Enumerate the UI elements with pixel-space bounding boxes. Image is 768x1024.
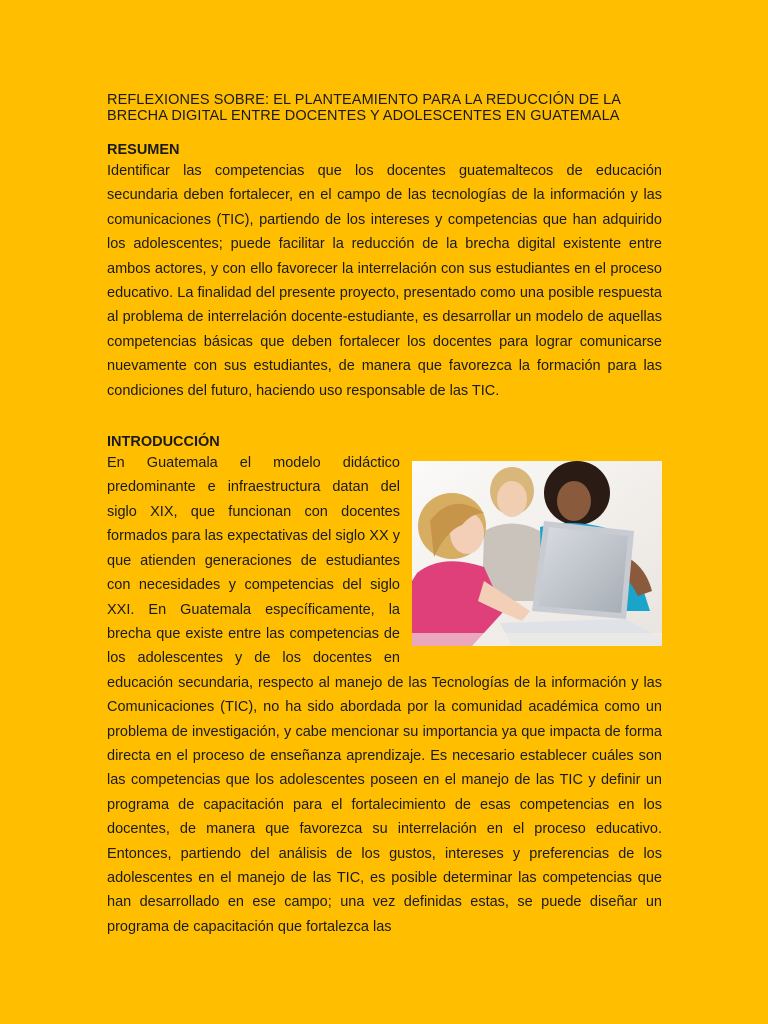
document-page bbox=[107, 92, 662, 939]
document-title: REFLEXIONES SOBRE: EL PLANTEAMIENTO PARA LA REDUCCIÓN DE LA BRECHA DIGITAL ENTRE DOCENTES Y ADOLESCENTES EN GUATEMALA bbox=[107, 92, 621, 124]
introduccion-body bbox=[107, 451, 662, 939]
introduccion-heading: INTRODUCCIÓN bbox=[107, 434, 220, 451]
section-gap bbox=[107, 403, 662, 433]
photo-illustration bbox=[412, 461, 662, 646]
students-laptop-photo bbox=[412, 461, 662, 646]
introduccion-paragraph: En Guatemala el modelo didáctico predominante e infraestructura datan del siglo XIX, que funcionan con docentes formados para las expectativas del siglo XX y que atienden generaciones de estudiantes con necesidades y competencias del siglo XXI. En Guatemala específicamente, la brecha que existe entre las competencias de los adolescentes y de los docentes en educación secundaria, respecto al manejo de las Tecnologías de la información y las Comunicaciones (TIC), no ha sido abordada por la comunidad académica como un problema de investigación, y cabe mencionar su importancia ya que impacta de forma directa en el proceso de enseñanza aprendizaje. Es necesario establecer cuáles son las competencias que los adolescentes poseen en el manejo de las TIC y definir un programa de capacitación para el fortalecimiento de esas competencias en los docentes, de manera que favorezca su interrelación en el proceso educativo. Entonces, partiendo del análisis de los gustos, intereses y preferencias de los adolescentes en el manejo de las TIC, es posible determinar las competencias que han desarrollado en ese campo; una vez definidas estas, se puede diseñar un programa de capacitación que fortalezca las bbox=[107, 455, 662, 935]
resumen-paragraph: Identificar las competencias que los docentes guatemaltecos de educación secundaria deben fortalecer, en el campo de las tecnologías de la información y las comunicaciones (TIC), partiendo de los intereses y competencias que han adquirido los adolescentes; puede facilitar la reducción de la brecha digital existente entre ambos actores, y con ello favorecer la interrelación con sus estudiantes en el proceso educativo. La finalidad del presente proyecto, presentado como una posible respuesta al problema de interrelación docente-estudiante, es desarrollar un modelo de aquellas competencias básicas que deben fortalecer los docentes para lograr comunicarse nuevamente con sus estudiantes, de manera que favorezca la formación para las condiciones del futuro, haciendo uso responsable de las TIC. bbox=[107, 163, 662, 399]
resumen-heading: RESUMEN bbox=[107, 142, 180, 158]
